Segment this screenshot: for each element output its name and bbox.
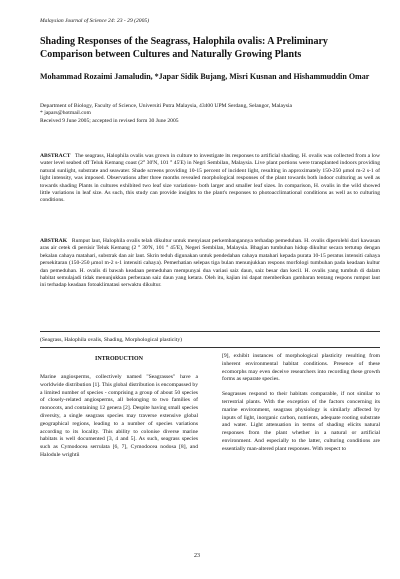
affiliation-block bbox=[40, 103, 380, 125]
paper-title: Shading Responses of the Seagrass, Halophila ovalis: A Preliminary Comparison between Cultures and Naturally Growing Plants bbox=[40, 36, 328, 60]
introduction-heading: INTRODUCTION bbox=[94, 356, 143, 362]
right-paragraph: [9], exhibit instances of morphological plasticity resulting from inherent environmental habitat conditions. Presence of these ecomorphs may even deceive researchers into recording these growth forms as separate species. bbox=[222, 353, 380, 383]
corresponding-email: * japars@hotmail.com bbox=[40, 110, 91, 117]
abstrak-text: Rumput laut, Halophila ovalis telah dikultur untuk menyiasat perkembangannya terhadap pemeduhan. H. ovalis diperolehi dari kawasan aras air cetek di persisir Teluk Kemang (2 ° 30'N, 101 ° 45'E), Negeri Sembilan, Malaysia. Bhagian tumbuhan hidup dikultur secara tertutup dengan bekalan cahaya matahari, substrak dan air laut. Skrin teduh digunakan untuk pendedahan cahaya matahari kepada purata 10-15 peratus intensiti cahaya persekitaran (150-250 μmol m-2 s-1 intensiti cahaya). Pemerhatian selepas tiga bulan menunjukkan respons morfologi tumbuhan pada keadaan kultur dan pemeduhan. H. ovalis di bawah keadaan pemeduhan mempunyai dua variasi saiz daun, saiz besar dan kecil. H. ovalis yang tumbuh di dalam habitat semulajadi tidak menunjukkan perbezaan saiz daun yang ketara. Oleh itu, kajian ini dapat memberikan gambaran tentang respons rumput laut ini terhadap keadaan fotoaklimatasi serwaktu dikultur. bbox=[40, 238, 380, 289]
authors: Mohammad Rozaimi Jamaludin, *Japar Sidik Bujang, Misri Kusnan and Hishammuddin Omar bbox=[40, 72, 370, 81]
abstract-label: ABSTRACT bbox=[40, 153, 71, 159]
affiliation-dept: Department of Biology, Faculty of Science, Universiti Putra Malaysia, 43400 UPM Serdang, Selangor, Malaysia bbox=[40, 103, 293, 109]
right-column bbox=[222, 353, 380, 454]
abstrak-label: ABSTRAK bbox=[40, 238, 68, 244]
received-date: Received 9 June 2005; accepted in revised form 30 June 2005 bbox=[40, 117, 179, 124]
right-paragraph: Seagrasses respond to their habitats comparable, if not similar to terrestrial plants. With the exception of the factors concerning its marine environment, seagrass physiology is similarly affected by inputs of light, inorganic carbon, nutrients, adequate rooting substrate and water. Light attenuation in terms of shading elicits natural responses from the plant whether in a natural or artificial environment. And especially to the latter, culturing conditions are essentially man-altered plant responses. With respect to bbox=[222, 391, 380, 452]
keywords: (Seagrass, Halophila ovalis, Shading, Morphological plasticity) bbox=[40, 337, 182, 343]
left-paragraph: Marine angiosperms, collectively named "Seagrasses" have a worldwide distribution [1]. This global distribution is encompassed by a limited number of species - comprising a group of about 50 species of closely-related angiosperms, all belonging to two families of monocots, and containing 12 genera [2]. Despite having small species diversity, a single seagrass species may traverse extensive global geographical regions, leading to a number of species variations according to its locality. This ability to colonise diverse marine habitats is well documented [3, 4 and 5]. As such, seagrass species such as Cymodocea serrulata [6, 7], Cymodocea nodosa [8], and Halodule wrightii bbox=[40, 374, 198, 458]
abstract-english bbox=[40, 153, 380, 205]
left-column bbox=[40, 374, 198, 460]
journal-header: Malaysian Journal of Science 24: 23 - 29 (2005) bbox=[40, 18, 150, 24]
abstract-malay bbox=[40, 238, 380, 290]
page-number: 23 bbox=[194, 553, 200, 559]
keywords-top-rule bbox=[40, 331, 380, 332]
abstract-text: The seagrass, Halophila ovalis was grown in culture to investigate its responses to artificial shading. H. ovalis was collected from a low water level seabed off Teluk Kemang coast (2° 30'N, 101 ° 45'E) in Negri Sembilan, Malaysia. Live plant portions were transplanted indoors providing natural sunlight, substrate and seawater. Shade screens providing 10-15 percent of incident light, resulting in approximately 150-250 μmol m-2 s-1 of light intensity, was imposed. Observations after three months revealed morphological responses of the plant towards both indoor culturing as well as towards shading Plants in cultures exhibited two leaf size variations- both larger and smaller leaf sizes. In comparison, H. ovalis in the wild showed little variations in leaf size. As such, this study can provide insights to the plant's responses to photoacclimational conditions as well as to culturing conditions. bbox=[40, 153, 380, 204]
keywords-bottom-rule bbox=[40, 347, 380, 348]
